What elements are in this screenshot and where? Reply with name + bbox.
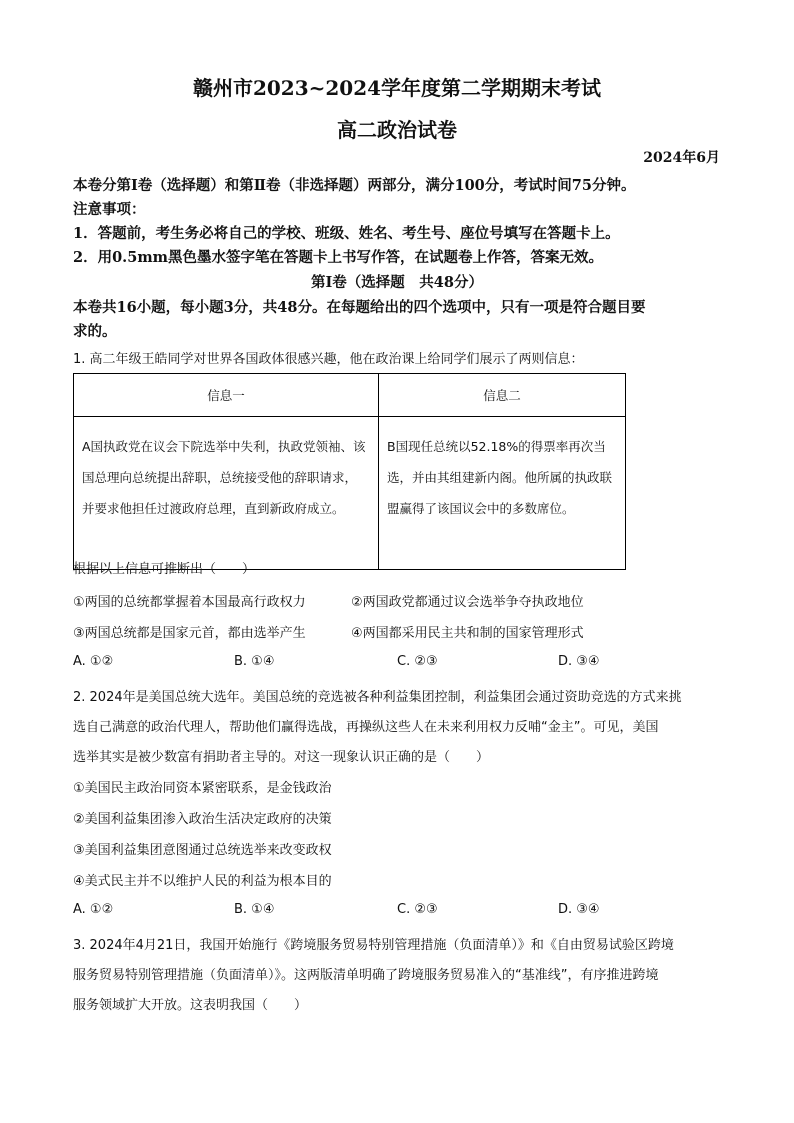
q1-item-1: ①两国的总统都掌握着本国最高行政权力 xyxy=(73,595,306,610)
q1-option-c[interactable]: C. ②③ xyxy=(397,654,438,669)
q1-option-a[interactable]: A. ①② xyxy=(73,654,114,669)
q2-option-a[interactable]: A. ①② xyxy=(73,902,114,917)
q1-option-d[interactable]: D. ③④ xyxy=(558,654,600,669)
q1-item-2: ②两国政党都通过议会选举争夺执政地位 xyxy=(351,595,584,610)
q2-item-1: ①美国民主政治同资本紧密联系，是金钱政治 xyxy=(73,781,332,796)
q1-info-table xyxy=(73,373,626,570)
q1-item-4: ④两国都采用民主共和制的国家管理形式 xyxy=(351,626,584,641)
q1-stem: 1. 高二年级王皓同学对世界各国政体很感兴趣，他在政治课上给同学们展示了两则信息： xyxy=(73,352,584,367)
q2-line-2: 选自己满意的政治代理人，帮助他们赢得选战，再操纵这些人在未来利用权力反哺“金主”。可见，美国 xyxy=(73,720,659,735)
q1-item-3: ③两国总统都是国家元首，都由选举产生 xyxy=(73,626,306,641)
info-header-1: 信息一 xyxy=(74,374,379,417)
notice-item-1: 1．答题前，考生务必将自己的学校、班级、姓名、考生号、座位号填写在答题卡上。 xyxy=(73,225,620,242)
section-desc-line-1: 本卷共16小题，每小题3分，共48分。在每题给出的四个选项中，只有一项是符合题目要 xyxy=(73,299,646,316)
exam-subtitle: 高二政治试卷 xyxy=(337,118,457,142)
notice-item-2: 2．用0.5mm黑色墨水签字笔在答题卡上书写作答，在试题卷上作答，答案无效。 xyxy=(73,249,603,266)
exam-intro: 本卷分第Ⅰ卷（选择题）和第Ⅱ卷（非选择题）两部分，满分100分，考试时间75分钟。 xyxy=(73,177,636,194)
q3-line-2: 服务贸易特别管理措施（负面清单）》。这两版清单明确了跨境服务贸易准入的“基准线”，有序推进跨境 xyxy=(73,968,659,983)
q1-option-b[interactable]: B. ①④ xyxy=(234,654,275,669)
exam-title: 赣州市2023~2024学年度第二学期期末考试 xyxy=(192,76,602,100)
section-title: 第Ⅰ卷（选择题 共48分） xyxy=(311,274,483,291)
q3-line-3: 服务领域扩大开放。这表明我国（ ） xyxy=(73,998,308,1013)
info-header-2: 信息二 xyxy=(379,374,626,417)
q2-item-4: ④美式民主并不以维护人民的利益为根本目的 xyxy=(73,874,332,889)
section-desc-line-2: 求的。 xyxy=(73,323,117,340)
q2-item-3: ③美国利益集团意图通过总统选举来改变政权 xyxy=(73,843,332,858)
exam-date: 2024年6月 xyxy=(643,150,720,166)
q2-option-b[interactable]: B. ①④ xyxy=(234,902,275,917)
q2-line-3: 选举其实是被少数富有捐助者主导的。对这一现象认识正确的是（ ） xyxy=(73,750,490,765)
info-cell-1: A国执政党在议会下院选举中失利，执政党领袖、该国总理向总统提出辞职，总统接受他的辞职请求，并要求他担任过渡政府总理，直到新政府成立。 xyxy=(74,417,379,570)
q2-option-d[interactable]: D. ③④ xyxy=(558,902,600,917)
q2-line-1: 2. 2024年是美国总统大选年。美国总统的竞选被各种利益集团控制，利益集团会通过资助竞选的方式来挑 xyxy=(73,690,682,705)
q1-prompt: 根据以上信息可推断出（ ） xyxy=(73,562,256,577)
q2-item-2: ②美国利益集团渗入政治生活决定政府的决策 xyxy=(73,812,332,827)
notice-title: 注意事项： xyxy=(73,201,146,218)
q3-line-1: 3. 2024年4月21日，我国开始施行《跨境服务贸易特别管理措施（负面清单）》和《自由贸易试验区跨境 xyxy=(73,938,674,953)
q2-option-c[interactable]: C. ②③ xyxy=(397,902,438,917)
info-cell-2: B国现任总统以52.18%的得票率再次当选，并由其组建新内阁。他所属的执政联盟赢得了该国议会中的多数席位。 xyxy=(379,417,626,570)
